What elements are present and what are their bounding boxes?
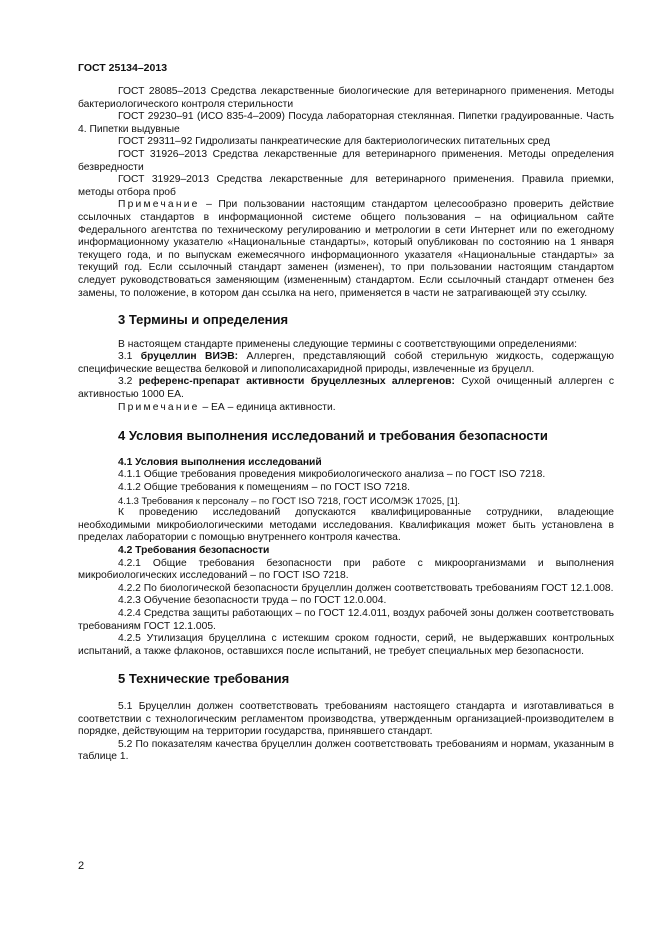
reference-item: ГОСТ 31926–2013 Средства лекарственные для ветеринарного применения. Методы определения безвредности <box>78 148 614 173</box>
clause-4-2-1: 4.2.1 Общие требования безопасности при работе с микроорганизмами и выполнения микробиологических исследований – по ГОСТ ISO 7218. <box>78 557 614 582</box>
term-definition: Аллерген, представляющий собой стерильную жидкость, содержащую специфические вещества белковой и липополисахаридной природы, извлеченные из бруцелл. <box>78 351 614 375</box>
clause-4-2-3: 4.2.3 Обучение безопасности труда – по ГОСТ 12.0.004. <box>118 595 387 607</box>
clause-4-1-1: 4.1.1 Общие требования проведения микробиологического анализа – по ГОСТ ISO 7218. <box>118 469 546 481</box>
term-number: 3.2 <box>118 376 139 388</box>
section-5-title: 5 Технические требования <box>118 671 290 687</box>
clause-5-1: 5.1 Бруцеллин должен соответствовать требованиям настоящего стандарта и изготавливаться в соответствии с технологическим регламентом производства, утвержденным организацией-производителем в порядке, действующим на территории государства, принявшего стандарт. <box>78 700 614 738</box>
clause-4-2-4: 4.2.4 Средства защиты работающих – по ГОСТ 12.4.011, воздух рабочей зоны должен соответствовать требованиям ГОСТ 12.1.005. <box>78 607 614 632</box>
document-header: ГОСТ 25134–2013 <box>78 62 168 74</box>
term-3-2 <box>78 376 614 401</box>
subsection-4-1-title: 4.1 Условия выполнения исследований <box>118 456 322 468</box>
reference-item: ГОСТ 29311–92 Гидролизаты панкреатические для бактериологических питательных сред <box>118 136 551 148</box>
document-body <box>78 86 614 764</box>
note-text: – ЕА – единица активности. <box>199 401 336 413</box>
clause-4-1-2: 4.1.2 Общие требования к помещениям – по ГОСТ ISO 7218. <box>118 482 410 494</box>
term-name: референс-препарат активности бруцеллезных аллергенов: <box>138 376 455 388</box>
subsection-4-2-title: 4.2 Требования безопасности <box>118 545 270 556</box>
note-text: – При пользовании настоящим стандартом целесообразно проверить действие ссылочных стандартов в информационной системе общего пользования – на официальном сайте Федерального агентства по техническому регулированию и метрологии в сети Интернет или по ежегодному информационному указателю «Национальные стандарты», который опубликован по состоянию на 1 января текущего года, и по выпускам ежемесячного информационного указателя «Национальные стандарты» за текущий год. Если ссылочный стандарт заменен (изменен), то при пользовании настоящим стандартом следует руководствоваться заменяющим (измененным) стандартом. Если ссылочный стандарт отменен без замены, то положение, в котором дан ссылка на него, применяется в части не затрагивающей эту ссылку. <box>78 199 614 299</box>
section-4-title: 4 Условия выполнения исследований и требования безопасности <box>118 428 548 444</box>
term-definition: Сухой очищенный аллерген с активностью 1000 ЕА. <box>78 376 614 401</box>
note-label: Примечание <box>118 199 200 211</box>
note-label: Примечание <box>118 401 200 413</box>
clause-5-2: 5.2 По показателям качества бруцеллин должен соответствовать требованиям и нормам, указанным в таблице 1. <box>78 738 614 763</box>
reference-item: ГОСТ 29230–91 (ИСО 835-4–2009) Посуда лабораторная стеклянная. Пипетки градуированные. Часть 4. Пипетки выдувные <box>78 111 614 135</box>
reference-item: ГОСТ 28085–2013 Средства лекарственные биологические для ветеринарного применения. Методы бактериологического контроля стерильности <box>78 86 614 110</box>
section-3-intro: В настоящем стандарте применены следующие термины с соответствующими определениями: <box>118 338 578 350</box>
section-3-note <box>78 402 614 415</box>
term-name: бруцеллин ВИЭВ: <box>140 351 239 363</box>
clause-4-2-5: 4.2.5 Утилизация бруцеллина с истекшим сроком годности, серий, не выдержавших контрольных испытаний, а также флаконов, оставшихся после испытаний, не требует специальных мер безопасности. <box>78 633 614 657</box>
clause-4-2-2: 4.2.2 По биологической безопасности бруцеллин должен соответствовать требованиям ГОСТ 12.1.008. <box>118 582 614 594</box>
section-3-title: 3 Термины и определения <box>118 312 289 328</box>
reference-item: ГОСТ 31929–2013 Средства лекарственные для ветеринарного применения. Правила приемки, методы отбора проб <box>78 174 614 198</box>
term-number: 3.1 <box>118 351 141 363</box>
clause-4-1-text: К проведению исследований допускаются квалифицированные сотрудники, владеющие необходимыми микробиологическими методами исследования. Квалификация может быть установлена в пределах лаборатории с помощью внутреннего контроля качества. <box>78 507 614 544</box>
references-note <box>78 199 614 300</box>
page-number: 2 <box>78 860 85 872</box>
term-3-1 <box>78 351 614 376</box>
clause-4-1-3: 4.1.3 Требования к персоналу – по ГОСТ ISO 7218, ГОСТ ИСО/МЭК 17025, [1]. <box>118 494 461 506</box>
